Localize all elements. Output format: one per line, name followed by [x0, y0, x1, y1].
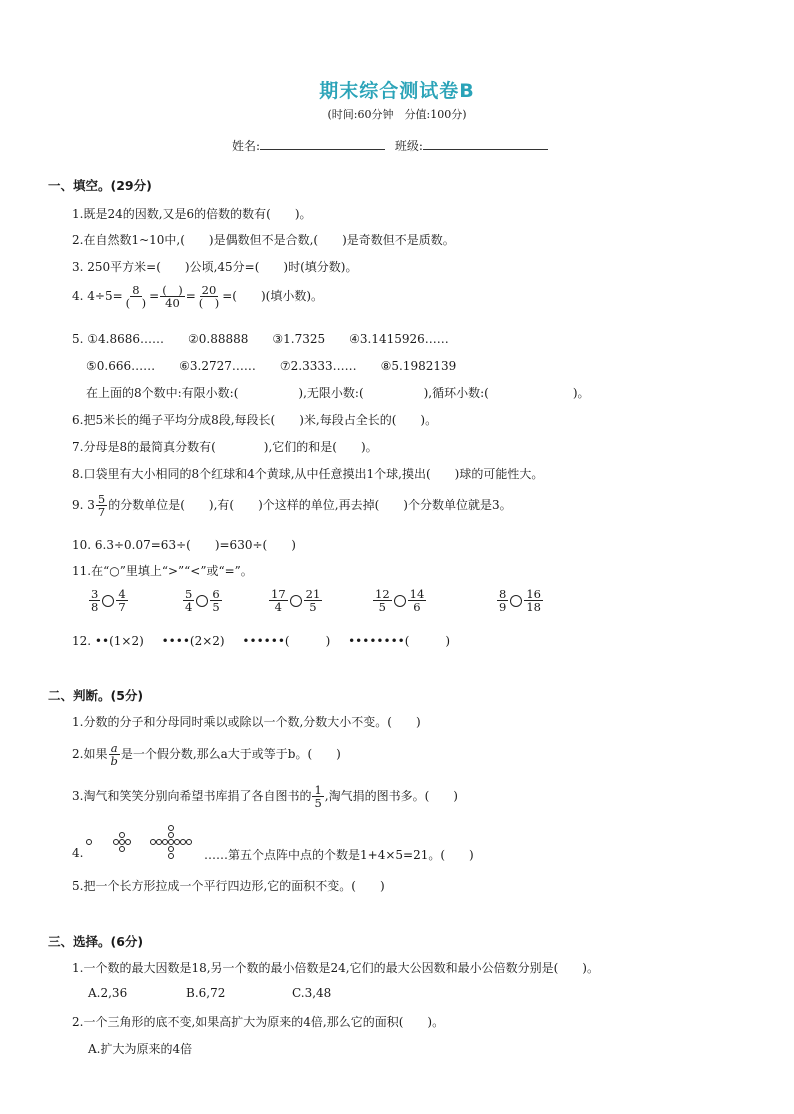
- s1-q5-line2: ⑤0.666…… ⑥3.2727…… ⑦2.3333…… ⑧5.1982139: [86, 359, 457, 373]
- frac-numerator: 16: [526, 587, 541, 601]
- frac-denominator: 5: [212, 600, 220, 615]
- compare-pair: [88, 588, 129, 613]
- frac-numerator: 6: [212, 587, 220, 601]
- frac-numerator: 14: [409, 587, 425, 601]
- class-field[interactable]: [423, 137, 548, 150]
- compare-pair: [372, 588, 427, 613]
- s1-q5-line1: 5. ①4.8686…… ②0.88888 ③1.7325 ④3.1415926……: [72, 332, 449, 346]
- s1-q8: 8.口袋里有大小相同的8个红球和4个黄球,从中任意摸出1个球,摸出( )球的可能性大。: [72, 467, 544, 481]
- s3-q2-option-a: A.扩大为原来的4倍: [88, 1042, 193, 1056]
- s3-q1: 1.一个数的最大因数是18,另一个数的最小倍数是24,它们的最大公因数和最小公倍数分别是( )。: [72, 961, 599, 975]
- s1-q4-suffix: =( )(填小数)。: [222, 289, 324, 304]
- lattice-dot: [125, 839, 131, 845]
- frac-numerator: 4: [118, 587, 126, 601]
- s1-q4-prefix: 4. 4÷5=: [72, 289, 123, 304]
- frac-numerator: 17: [271, 587, 286, 601]
- dot-lattice-figure: [86, 824, 196, 868]
- compare-pair: [496, 588, 544, 613]
- name-label: 姓名:: [232, 139, 261, 153]
- lattice-dot: [168, 846, 174, 852]
- s3-q2: 2.一个三角形的底不变,如果高扩大为原来的4倍,那么它的面积( )。: [72, 1015, 445, 1029]
- s2-q3: [72, 784, 458, 809]
- frac-denominator: ( ): [125, 296, 147, 311]
- frac-denominator: 5: [314, 796, 322, 811]
- frac-denominator: 18: [526, 600, 541, 615]
- s2-q3-frac: [312, 784, 323, 809]
- s1-q12-t2: (2×2): [189, 634, 225, 648]
- section2-heading: 二、判断。(5分): [48, 688, 144, 703]
- s1-q9-frac: [96, 493, 107, 518]
- frac-numerator: 1: [314, 783, 322, 797]
- frac-right: [524, 588, 543, 613]
- frac-numerator: 5: [97, 492, 106, 506]
- dot-pattern-3: ••••••: [242, 634, 285, 648]
- frac-numerator: 12: [375, 587, 390, 601]
- s1-q12-t3: ( ): [284, 634, 331, 648]
- page-subtitle: (时间:60分钟 分值:100分): [327, 108, 467, 121]
- compare-circle[interactable]: [394, 595, 406, 607]
- lattice-dot: [119, 846, 125, 852]
- equals-sign: =: [185, 289, 196, 304]
- frac-left: [89, 588, 100, 613]
- frac-denominator: b: [110, 754, 118, 769]
- s2-q5: 5.把一个长方形拉成一个平行四边形,它的面积不变。( ): [72, 879, 385, 893]
- s1-q7: 7.分母是8的最简真分数有( ),它们的和是( )。: [72, 440, 378, 454]
- frac-left: [497, 588, 508, 613]
- compare-pair: [182, 588, 223, 613]
- frac-right: [304, 588, 323, 613]
- s1-q12-t1: (1×2): [109, 634, 144, 648]
- lattice-dot: [168, 853, 174, 859]
- frac-denominator: 5: [309, 600, 317, 615]
- s2-q2-suffix: 是一个假分数,那么a大于或等于b。( ): [120, 747, 341, 762]
- compare-circle[interactable]: [290, 595, 302, 607]
- compare-circle[interactable]: [102, 595, 114, 607]
- s1-q12-num: 12.: [72, 634, 92, 648]
- s2-q1: 1.分数的分子和分母同时乘以或除以一个数,分数大小不变。( ): [72, 715, 421, 729]
- lattice-dot: [168, 825, 174, 831]
- equals-sign: =: [149, 289, 160, 304]
- s1-q1: 1.既是24的因数,又是6的倍数的数有( )。: [72, 207, 312, 221]
- lattice-dot: [119, 832, 125, 838]
- s2-q3-suffix: ,淘气捐的图书多。( ): [324, 789, 458, 804]
- s2-q2-prefix: 2.如果: [72, 747, 108, 762]
- s1-q5-line3: 在上面的8个数中:有限小数:( ),无限小数:( ),循环小数:( )。: [86, 386, 590, 400]
- frac-right: [210, 588, 221, 613]
- s3-q1-option-c: C.3,48: [292, 986, 332, 1000]
- s1-q2: 2.在自然数1~10中,( )是偶数但不是合数,( )是奇数但不是质数。: [72, 233, 455, 247]
- compare-circle[interactable]: [196, 595, 208, 607]
- s1-q4: [72, 284, 323, 309]
- frac-denominator: 7: [97, 505, 106, 520]
- frac-numerator: ( ): [162, 283, 183, 297]
- frac-right: [116, 588, 127, 613]
- frac-denominator: 7: [118, 600, 126, 615]
- section3-heading: 三、选择。(6分): [48, 934, 144, 949]
- s2-q3-prefix: 3.淘气和笑笑分别向希望书库捐了各自图书的: [72, 789, 312, 804]
- s1-q4-frac3: [197, 284, 221, 309]
- s3-q1-option-a: A.2,36: [88, 986, 128, 1000]
- s3-q1-option-b: B.6,72: [186, 986, 226, 1000]
- frac-numerator: 21: [305, 587, 321, 601]
- name-class-fields: [232, 137, 548, 154]
- lattice-dot: [186, 839, 192, 845]
- dot-pattern-4: ••••••••: [348, 634, 405, 648]
- name-field[interactable]: [260, 137, 385, 150]
- s1-q3: 3. 250平方米=( )公顷,45分=( )时(填分数)。: [72, 260, 358, 274]
- compare-pair: [268, 588, 323, 613]
- lattice-dot: [86, 839, 92, 845]
- frac-numerator: 5: [185, 587, 193, 601]
- frac-left: [373, 588, 392, 613]
- frac-numerator: 3: [91, 587, 99, 601]
- s1-q9-suffix: 的分数单位是( ),有( )个这样的单位,再去掉( )个分数单位就是3。: [108, 498, 512, 513]
- s1-q12: [72, 632, 450, 649]
- frac-denominator: 9: [499, 600, 507, 615]
- s2-q2: [72, 742, 341, 767]
- frac-denominator: 6: [413, 600, 421, 615]
- page-title: 期末综合测试卷B: [319, 80, 475, 102]
- compare-circle[interactable]: [510, 595, 522, 607]
- s1-q4-frac1: [124, 284, 148, 309]
- s2-q4-num: 4.: [72, 846, 84, 860]
- frac-left: [183, 588, 194, 613]
- frac-denominator: ( ): [198, 296, 220, 311]
- s1-q12-t4: ( ): [404, 634, 451, 648]
- frac-left: [269, 588, 288, 613]
- frac-numerator: a: [110, 741, 118, 755]
- frac-numerator: 8: [499, 587, 507, 601]
- s1-q9-prefix: 9. 3: [72, 498, 95, 513]
- s1-q9: [72, 493, 512, 518]
- s2-q4-text: ……第五个点阵中点的个数是1+4×5=21。( ): [204, 848, 474, 862]
- section1-heading: 一、填空。(29分): [48, 178, 152, 193]
- s1-q4-frac2: [160, 284, 184, 309]
- lattice-dot: [168, 832, 174, 838]
- s1-q11: 11.在“○”里填上“>”“<”或“=”。: [72, 564, 253, 578]
- frac-right: [408, 588, 427, 613]
- frac-numerator: 8: [132, 283, 140, 297]
- frac-denominator: 40: [165, 296, 180, 311]
- frac-denominator: 8: [91, 600, 99, 615]
- s1-q10: 10. 6.3÷0.07=63÷( )=630÷( ): [72, 538, 296, 552]
- frac-denominator: 4: [185, 600, 193, 615]
- s2-q2-frac: [108, 742, 119, 767]
- dot-pattern-2: ••••: [161, 634, 190, 648]
- class-label: 班级:: [394, 139, 423, 153]
- dot-pattern-1: ••: [94, 634, 110, 648]
- frac-denominator: 5: [378, 600, 386, 615]
- frac-numerator: 20: [201, 283, 217, 297]
- s1-q6: 6.把5米长的绳子平均分成8段,每段长( )米,每段占全长的( )。: [72, 413, 438, 427]
- frac-denominator: 4: [274, 600, 282, 615]
